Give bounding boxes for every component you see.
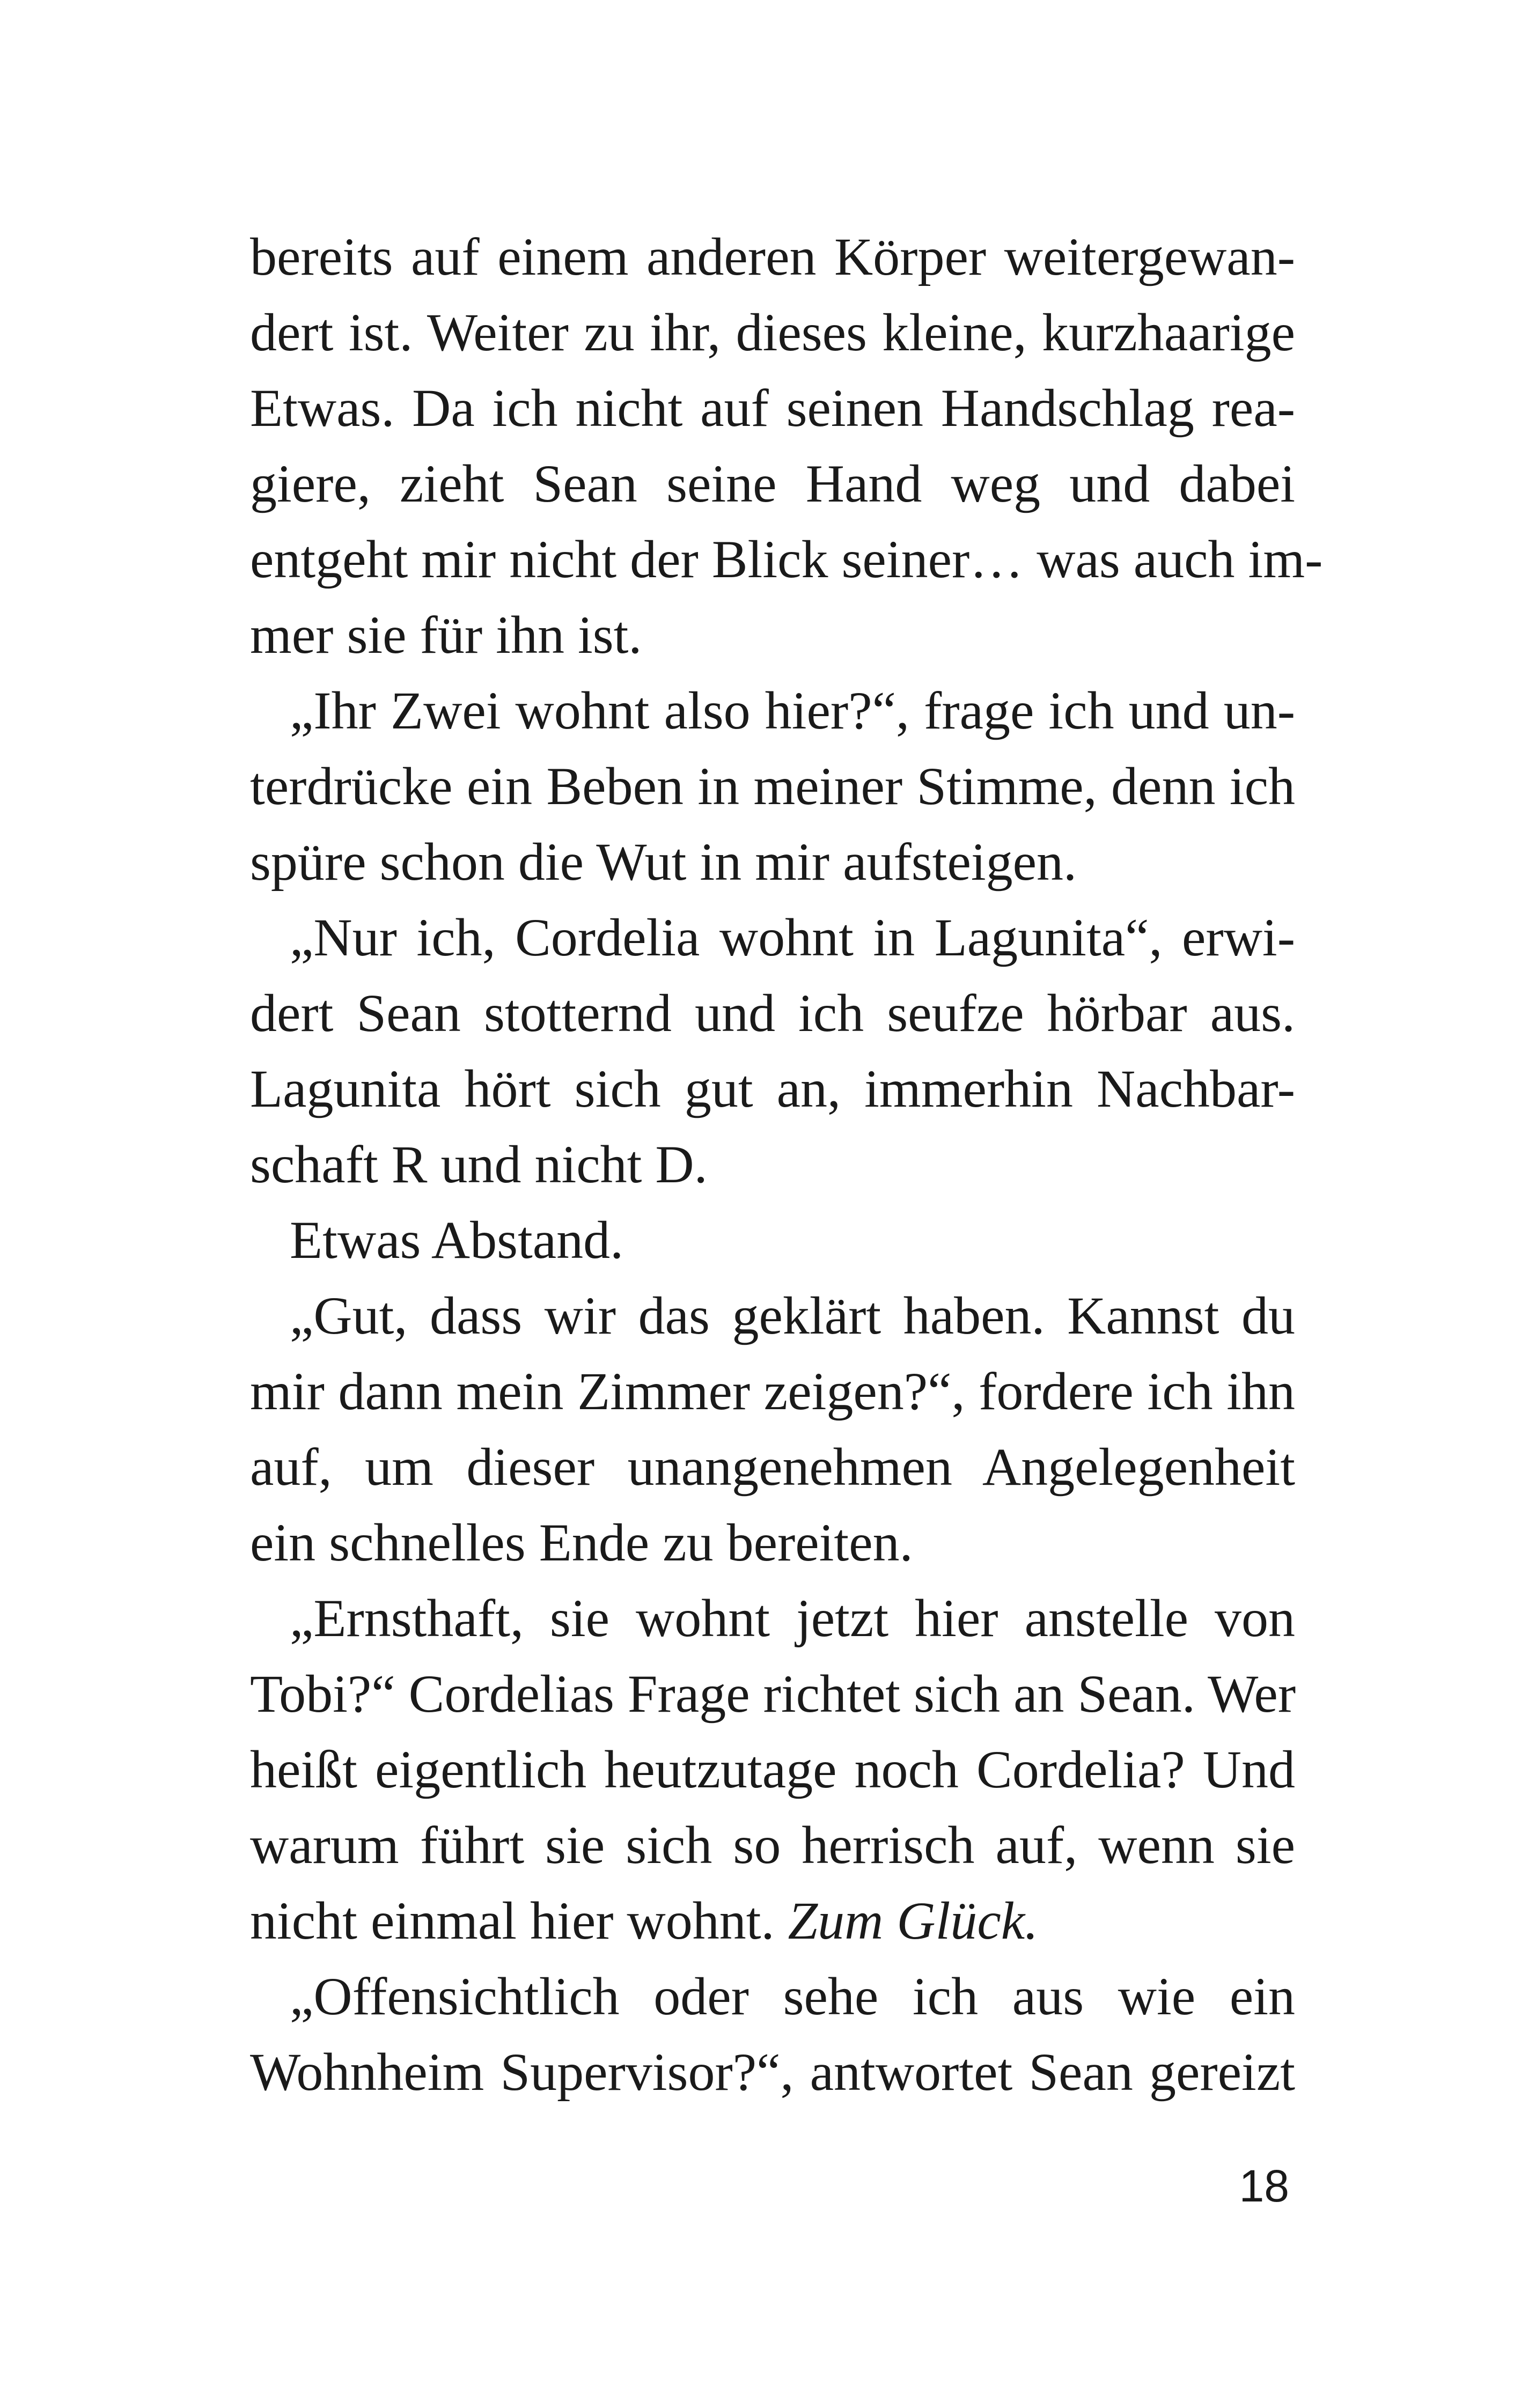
text-line: „Nur ich, Cordelia wohnt in Lagunita“, erwi-	[290, 908, 1295, 967]
page-number: 18	[1239, 2161, 1289, 2211]
text-line: heißt eigentlich heutzutage noch Cordelia? Und	[250, 1740, 1295, 1799]
text-line: dert Sean stotternd und ich seufze hörbar aus.	[250, 983, 1295, 1043]
italic-phrase: Zum Glück.	[788, 1891, 1039, 1950]
text-line: bereits auf einem anderen Körper weitergewan-	[250, 227, 1295, 286]
text-line: entgeht mir nicht der Blick seiner… was auch im-	[250, 529, 1323, 589]
text-line: mer sie für ihn ist.	[250, 605, 642, 665]
text-line	[250, 1883, 1295, 1958]
text-line: dert ist. Weiter zu ihr, dieses kleine, kurzhaarige	[250, 303, 1295, 362]
text-line: terdrücke ein Beben in meiner Stimme, denn ich	[250, 756, 1295, 816]
text-line: Wohnheim Supervisor?“, antwortet Sean gereizt	[250, 2042, 1295, 2102]
text-line: ein schnelles Ende zu bereiten.	[250, 1513, 913, 1572]
text-segment: nicht einmal hier wohnt.	[250, 1891, 788, 1950]
text-line: schaft R und nicht D.	[250, 1135, 708, 1194]
text-line: mir dann mein Zimmer zeigen?“, fordere ich ihn	[250, 1361, 1295, 1421]
text-line: „Offensichtlich oder sehe ich aus wie ein	[290, 1967, 1295, 2026]
text-line: Etwas. Da ich nicht auf seinen Handschlag rea-	[250, 378, 1295, 438]
body-text	[250, 219, 1323, 2110]
text-line: Tobi?“ Cordelias Frage richtet sich an Sean. Wer	[250, 1664, 1296, 1724]
text-line: spüre schon die Wut in mir aufsteigen.	[250, 832, 1077, 892]
text-line: auf, um dieser unangenehmen Angelegenheit	[250, 1437, 1295, 1497]
text-line: „Ihr Zwei wohnt also hier?“, frage ich und un-	[290, 681, 1295, 740]
text-line: giere, zieht Sean seine Hand weg und dabei	[250, 454, 1295, 513]
text-line: Lagunita hört sich gut an, immerhin Nachbar-	[250, 1059, 1295, 1118]
text-line: „Gut, dass wir das geklärt haben. Kannst du	[290, 1286, 1295, 1345]
text-line: „Ernsthaft, sie wohnt jetzt hier anstelle von	[290, 1588, 1295, 1648]
text-line: Etwas Abstand.	[290, 1210, 624, 1270]
text-line: warum führt sie sich so herrisch auf, wenn sie	[250, 1815, 1295, 1875]
